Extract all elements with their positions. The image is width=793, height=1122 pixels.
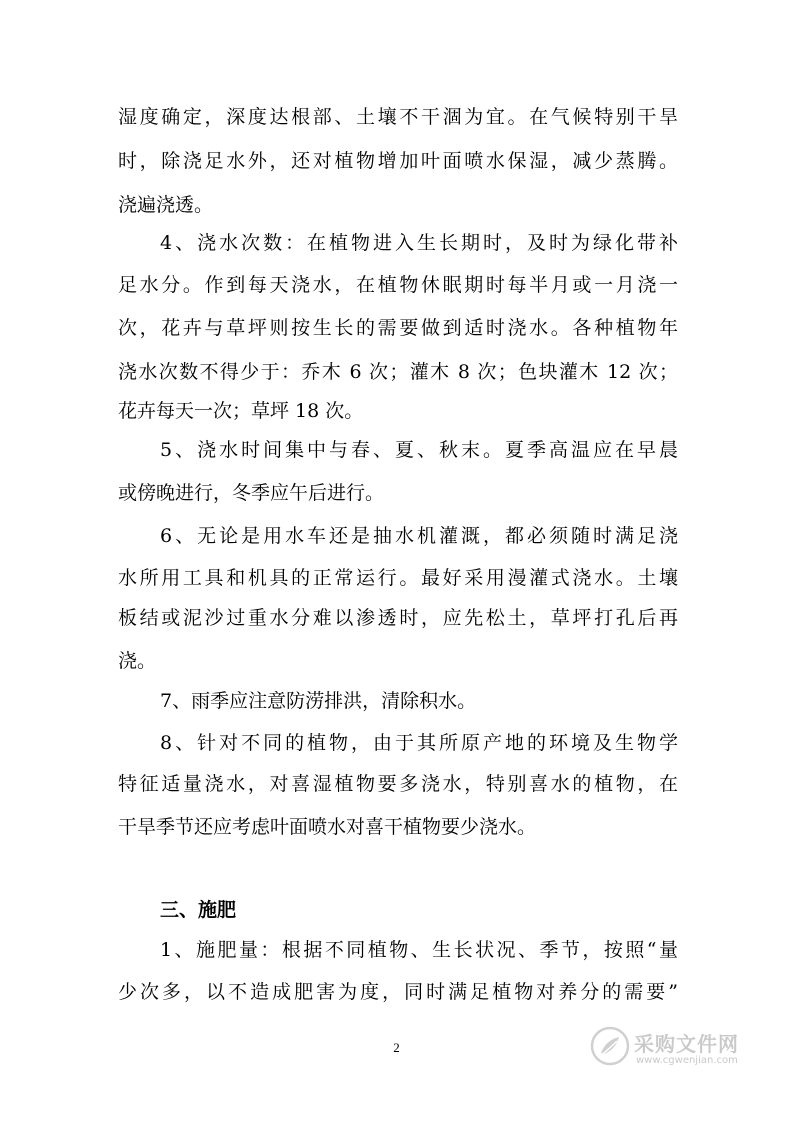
body-line: 湿度确定，深度达根部、土壤不干涸为宜。在气候特别干旱 xyxy=(118,106,678,128)
body-line: 特征适量浇水，对喜湿植物要多浇水，特别喜水的植物，在 xyxy=(118,773,678,795)
body-line: 7、雨季应注意防涝排洪，清除积水。 xyxy=(160,690,477,712)
body-line: 浇。 xyxy=(118,650,157,672)
hand-leaf-logo-icon xyxy=(590,1026,630,1066)
body-line: 足水分。作到每天浇水，在植物休眠期时每半月或一月浇一 xyxy=(118,274,678,296)
body-line: 浇水次数不得少于：乔木 6 次；灌木 8 次；色块灌木 12 次； xyxy=(118,361,678,383)
body-line: 少次多，以不造成肥害为度，同时满足植物对养分的需要” xyxy=(118,981,678,1003)
section-heading: 三、施肥 xyxy=(160,899,237,921)
body-line: 水所用工具和机具的正常运行。最好采用漫灌式浇水。土壤 xyxy=(118,567,678,589)
body-line: 8、针对不同的植物，由于其所原产地的环境及生物学 xyxy=(160,732,678,754)
body-line: 次，花卉与草坪则按生长的需要做到适时浇水。各种植物年 xyxy=(118,317,678,339)
body-line: 4、浇水次数：在植物进入生长期时，及时为绿化带补 xyxy=(160,232,678,254)
watermark-url: www.cgwenjian.com xyxy=(636,1055,738,1066)
body-line: 浇遍浇透。 xyxy=(118,194,214,216)
watermark xyxy=(590,1024,770,1074)
body-line: 或傍晚进行，冬季应午后进行。 xyxy=(118,482,385,504)
body-line: 干旱季节还应考虑叶面喷水对喜干植物要少浇水。 xyxy=(118,816,537,838)
body-line: 6、无论是用水车还是抽水机灌溉，都必须随时满足浇 xyxy=(160,525,678,547)
body-line: 5、浇水时间集中与春、夏、秋末。夏季高温应在早晨 xyxy=(160,439,678,461)
body-line: 板结或泥沙过重水分难以渗透时，应先松土，草坪打孔后再 xyxy=(118,607,678,629)
body-line: 花卉每天一次；草坪 18 次。 xyxy=(118,400,364,422)
body-line: 1、施肥量：根据不同植物、生长状况、季节，按照“量 xyxy=(160,939,678,961)
body-line: 时，除浇足水外，还对植物增加叶面喷水保湿，减少蒸腾。 xyxy=(118,150,678,172)
page-number: 2 xyxy=(393,1040,400,1055)
watermark-title: 采购文件网 xyxy=(634,1032,739,1056)
